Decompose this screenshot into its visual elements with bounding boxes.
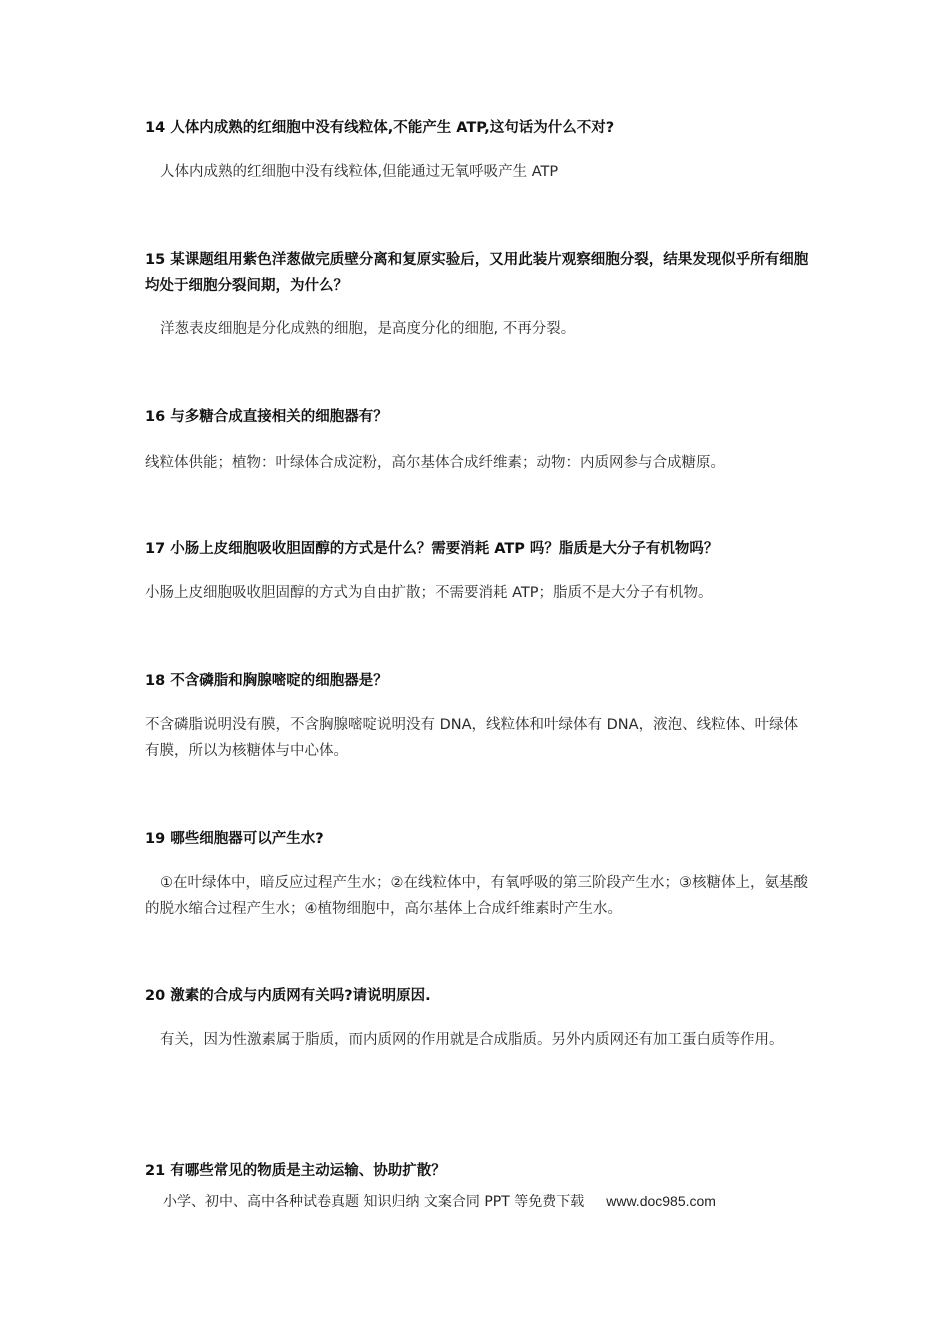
answer-17: 小肠上皮细胞吸收胆固醇的方式为自由扩散；不需要消耗 ATP；脂质不是大分子有机物。 bbox=[145, 585, 713, 601]
footer-text: 小学、初中、高中各种试卷真题 知识归纳 文案合同 PPT 等免费下载 bbox=[163, 1194, 585, 1210]
question-17: 17 小肠上皮细胞吸收胆固醇的方式是什么？需要消耗 ATP 吗？脂质是大分子有机物吗？ bbox=[145, 541, 719, 557]
answer-19: ①在叶绿体中，暗反应过程产生水；②在线粒体中，有氧呼吸的第三阶段产生水；③核糖体上，氨基酸的脱水缩合过程产生水；④植物细胞中，高尔基体上合成纤维素时产生水。 bbox=[145, 875, 808, 917]
question-14: 14 人体内成熟的红细胞中没有线粒体,不能产生 ATP,这句话为什么不对? bbox=[145, 120, 615, 136]
question-15: 15 某课题组用紫色洋葱做完质壁分离和复原实验后，又用此装片观察细胞分裂，结果发现似乎所有细胞均处于细胞分裂间期，为什么？ bbox=[145, 252, 809, 294]
question-16: 16 与多糖合成直接相关的细胞器有？ bbox=[145, 409, 388, 425]
question-18: 18 不含磷脂和胸腺嘧啶的细胞器是？ bbox=[145, 673, 388, 689]
question-20: 20 激素的合成与内质网有关吗?请说明原因. bbox=[145, 988, 431, 1004]
footer-url-link[interactable]: www.doc985.com bbox=[606, 1193, 716, 1209]
question-21: 21 有哪些常见的物质是主动运输、协助扩散？ bbox=[145, 1163, 446, 1179]
question-19: 19 哪些细胞器可以产生水? bbox=[145, 831, 324, 847]
answer-15: 洋葱表皮细胞是分化成熟的细胞，是高度分化的细胞, 不再分裂。 bbox=[160, 321, 576, 337]
answer-20: 有关，因为性激素属于脂质，而内质网的作用就是合成脂质。另外内质网还有加工蛋白质等作用。 bbox=[160, 1032, 784, 1048]
answer-14: 人体内成熟的红细胞中没有线粒体,但能通过无氧呼吸产生 ATP bbox=[160, 164, 559, 180]
page-footer bbox=[163, 1189, 716, 1214]
answer-16: 线粒体供能；植物：叶绿体合成淀粉，高尔基体合成纤维素；动物：内质网参与合成糖原。 bbox=[145, 455, 725, 471]
answer-18: 不含磷脂说明没有膜，不含胸腺嘧啶说明没有 DNA，线粒体和叶绿体有 DNA，液泡、线粒体、叶绿体有膜，所以为核糖体与中心体。 bbox=[145, 717, 799, 759]
